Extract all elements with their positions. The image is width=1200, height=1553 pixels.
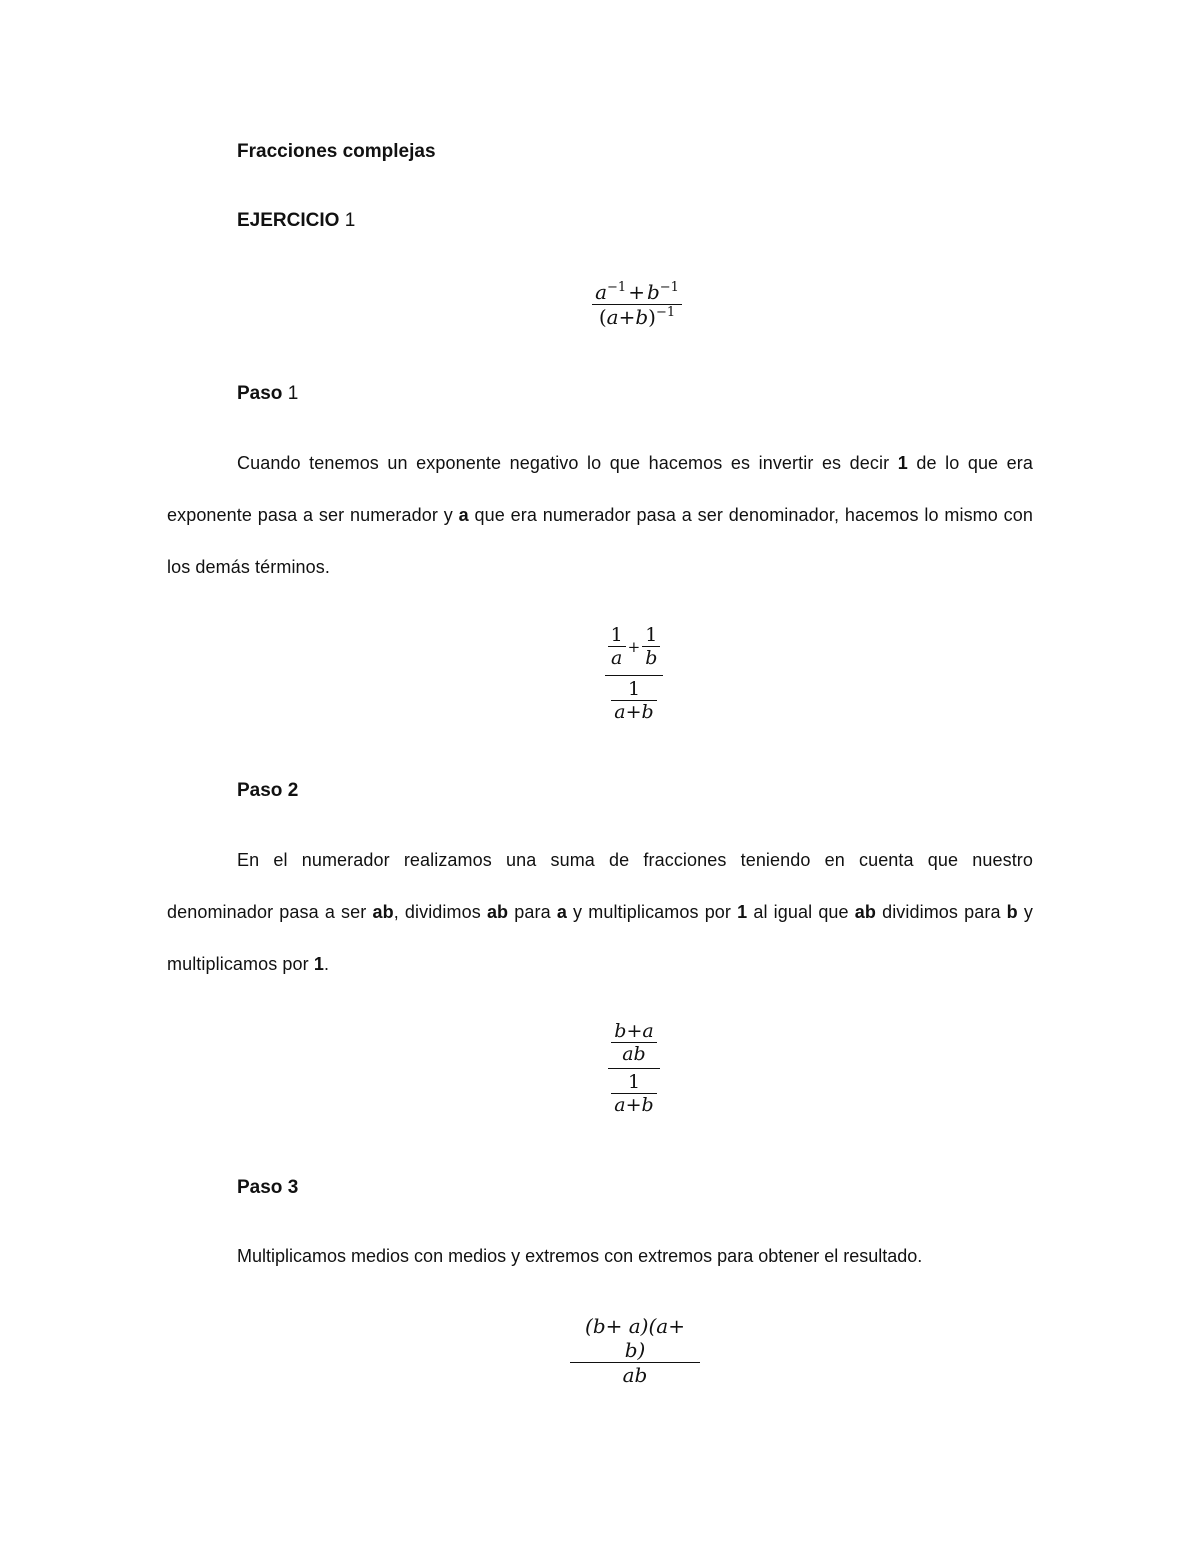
eq1-exp-a: −1: [607, 280, 627, 295]
eq2-plus: +: [627, 637, 641, 656]
equation-2-main-bar: [605, 675, 664, 676]
step-2-heading: Paso 2: [237, 780, 299, 801]
eq2-frac-1-over-b: [642, 624, 660, 669]
eq1-exp-b: −1: [659, 280, 679, 295]
exercise-number: 1: [344, 210, 356, 231]
eq1-paren-open: (: [598, 305, 607, 329]
eq1-den-exp: −1: [655, 305, 676, 320]
equation-3: [598, 1020, 670, 1116]
step-1-text: Cuando tenemos un exponente negativo lo que hacemos es invertir es decir 1 de lo que era exponente pasa a ser numerador y a que era numerador pasa a ser denominador, hacemos lo mismo con los demás términos.: [167, 453, 1034, 577]
eq1-den-a: a: [606, 305, 619, 329]
equation-1-fraction: [592, 280, 682, 329]
step-3-text: Multiplicamos medios con medios y extremos con extremos para obtener el resultado.: [237, 1246, 923, 1266]
eq3-top-den: ab: [622, 1043, 646, 1065]
step-1-number: 1: [287, 383, 299, 404]
eq3-top-num: b+a: [614, 1020, 654, 1042]
eq2-den-one: 1: [627, 678, 641, 700]
equation-3-main-fraction: [608, 1020, 659, 1116]
exercise-heading: [237, 210, 355, 232]
equation-2: [598, 624, 670, 723]
eq1-plus: +: [628, 280, 645, 304]
eq1-den-plus: +: [618, 305, 636, 329]
equation-3-main-bar: [608, 1068, 659, 1069]
exercise-label: EJERCICIO: [237, 210, 340, 231]
eq2-den-expr: a+b: [614, 701, 654, 723]
eq1-var-b: b: [646, 280, 660, 304]
eq3-bot-den: a+b: [614, 1094, 654, 1116]
equation-4: [570, 1314, 700, 1387]
equation-1: [593, 280, 681, 329]
equation-3-numerator: [608, 1020, 659, 1065]
equation-4-fraction: [570, 1314, 700, 1387]
eq2-one-a: 1: [610, 624, 623, 646]
document-title: Fracciones complejas: [237, 141, 436, 162]
eq2-var-a: a: [610, 647, 623, 669]
eq1-var-a: a: [595, 280, 608, 304]
step-2-text: En el numerador realizamos una suma de fracciones teniendo en cuenta que nuestro denominador pasa a ser ab, dividimos ab para a y multiplicamos por 1 al igual que ab dividimos para b y multiplicamos por 1.: [167, 850, 1033, 974]
eq1-paren-close: ): [648, 305, 656, 329]
eq1-den-b: b: [635, 305, 649, 329]
eq2-frac-1-over-a: [608, 624, 626, 669]
eq2-var-b: b: [645, 647, 658, 669]
equation-2-numerator: [605, 624, 664, 669]
eq2-one-b: 1: [645, 624, 658, 646]
step-3-heading: Paso 3: [237, 1177, 299, 1198]
equation-3-denominator: [608, 1071, 659, 1116]
eq4-denominator: ab: [622, 1363, 648, 1387]
equation-1-denominator: [596, 305, 678, 329]
eq3-bot-num: 1: [627, 1071, 641, 1093]
eq4-numerator: (b+ a)(a+ b): [585, 1314, 685, 1362]
equation-2-denominator: [608, 678, 659, 723]
step-1-label: Paso: [237, 383, 283, 404]
step-1-heading: [237, 383, 298, 405]
equation-1-numerator: [592, 280, 682, 304]
eq2-frac-1-over-apb: [611, 678, 656, 723]
eq3-top-fraction: [611, 1020, 656, 1065]
equation-2-main-fraction: [605, 624, 664, 723]
eq3-bottom-fraction: [611, 1071, 656, 1116]
